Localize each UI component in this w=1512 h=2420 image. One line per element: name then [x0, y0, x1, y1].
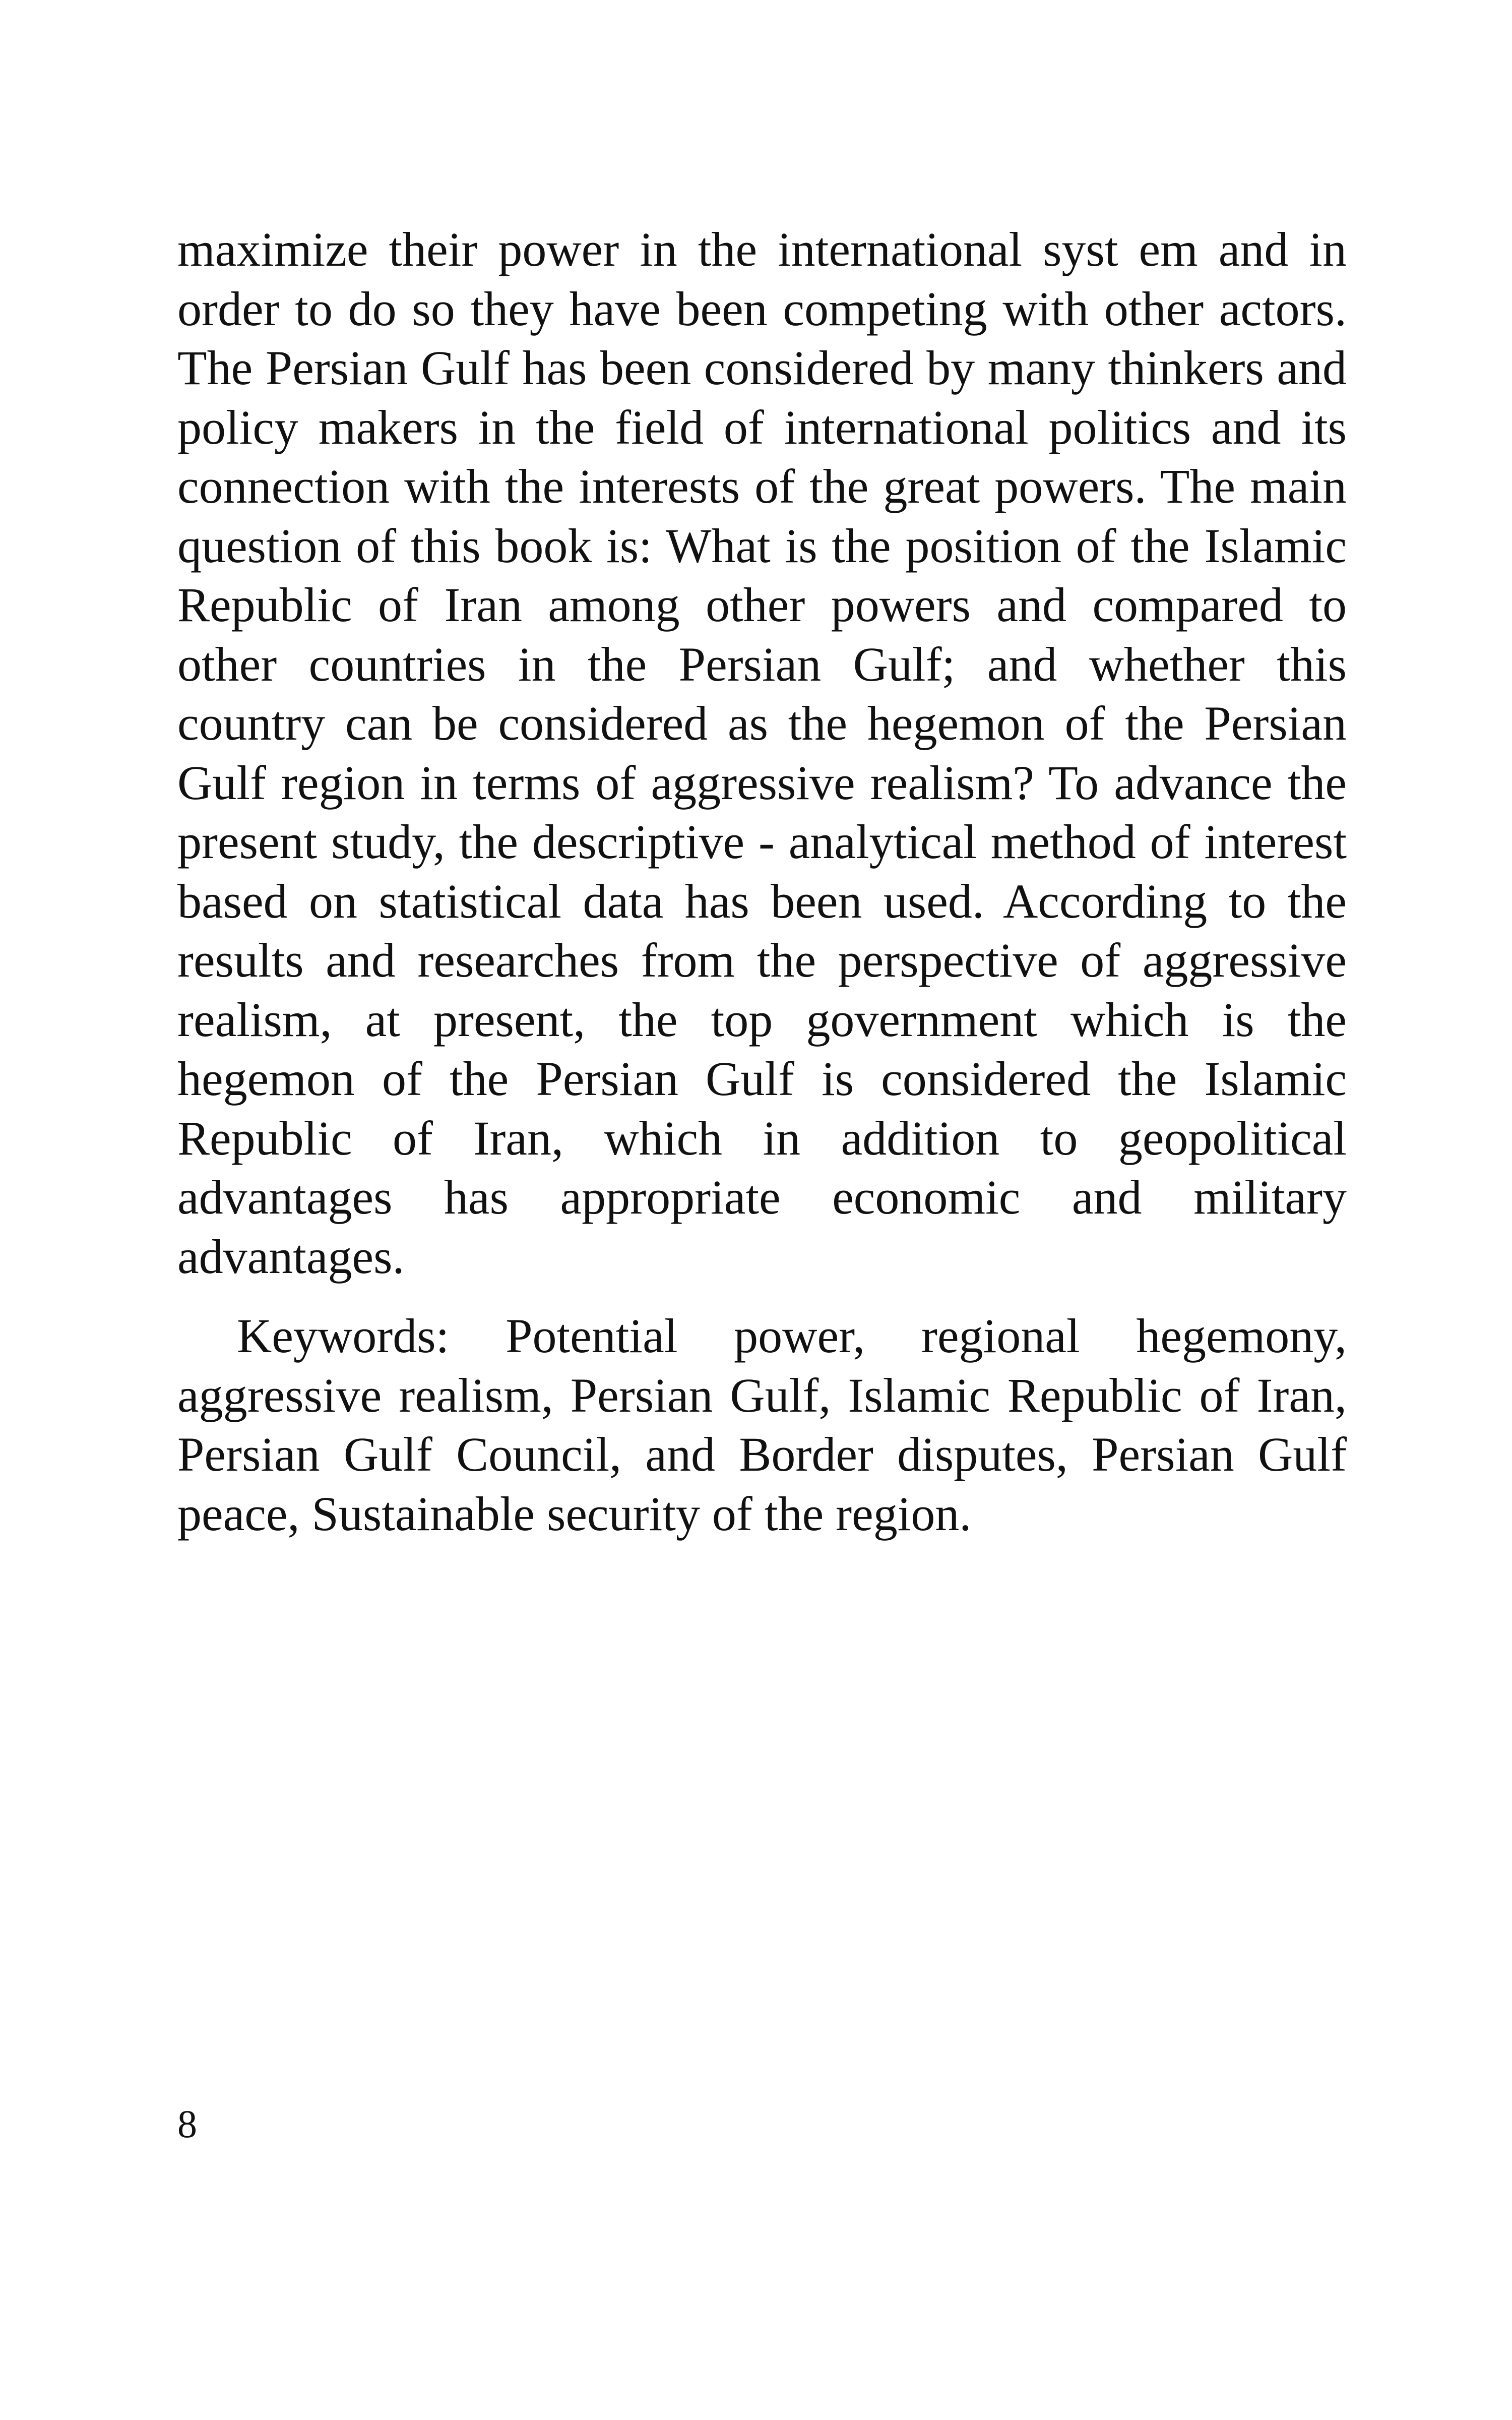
abstract-paragraph: maximize their power in the international syst em and in order to do so they have been competing with other actors. The Persian Gulf has been considered by many thinkers and policy makers in the field of international politics and its connection with the interests of the great powers. The main question of this book is: What is the position of the Islamic Republic of Iran among other powers and compared to other countries in the Persian Gulf; and whether this country can be considered as the hegemon of the Persian Gulf region in terms of aggressive realism? To advance the present study, the descriptive - analytical method of interest based on statistical data has been used. According to the results and researches from the perspective of aggressive realism, at present, the top government which is the hegemon of the Persian Gulf is considered the Islamic Republic of Iran, which in addition to geopolitical advantages has appropriate economic and military advantages.	[177, 222, 1347, 1284]
keywords-paragraph: Keywords: Potential power, regional hegemony, aggressive realism, Persian Gulf, Islamic Republic of Iran, Persian Gulf Council, and Border disputes, Persian Gulf peace, Sustainable security of the region.	[177, 1309, 1347, 1541]
body-text	[177, 220, 1347, 1543]
page-number: 8	[177, 2102, 197, 2146]
